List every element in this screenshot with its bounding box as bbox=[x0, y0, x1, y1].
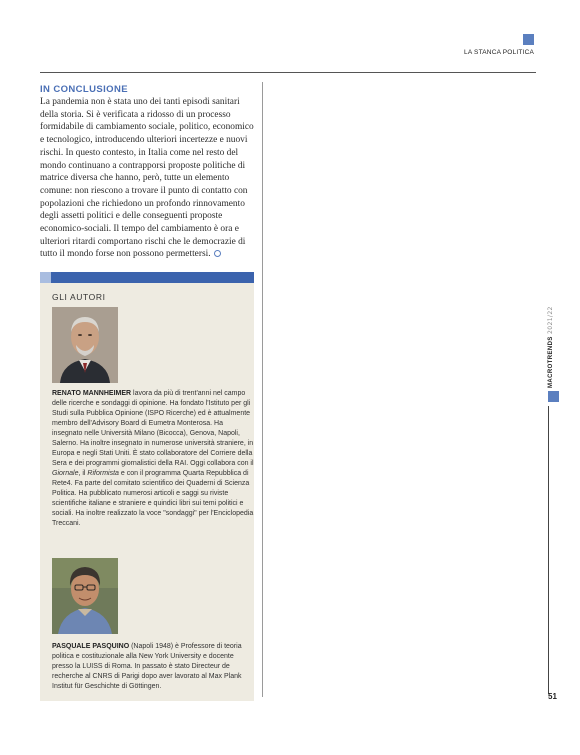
authors-header-bar bbox=[40, 272, 254, 283]
publication-giornale: Giornale bbox=[52, 470, 79, 477]
authors-bar-accent bbox=[40, 272, 51, 283]
magazine-year: 2021/22 bbox=[547, 306, 554, 337]
author-bio-mannheimer bbox=[52, 389, 254, 529]
magazine-brand: MACROTRENDS bbox=[548, 336, 554, 388]
side-square-mark bbox=[548, 391, 559, 402]
author-bio-pasquino bbox=[52, 642, 254, 692]
author-bio-text: lavora da più di trent'anni nel campo delle ricerche e sondaggi di opinione. Ha fondato l'Istituto per gli Studi sulla Pubblica Opinione (ISPO Ricerche) ed è attualmente membro dell'Advisory Board di Eumetra Monterosa. Ha insegnato nelle Università Milano (Bicocca), Genova, Napoli, Salerno. Ha inoltre insegnato in numerose università straniere, in Europa e negli Stati Uniti. È stato collaboratore del Corriere della Sera e dei programmi giornalistici della RAI. Oggi collabora con il bbox=[52, 390, 254, 467]
conclusion-text: La pandemia non è stata uno dei tanti episodi sanitari della storia. Si è verificata a ridosso di un processo formidabile di cambiamento sociale, politico, economico e tecnologico, introducendo ulteriori incertezze e nuovi rischi. In questo contesto, in Italia come nel resto del mondo continuano a contrapporsi proposte politiche di matrice diversa che hanno, però, tutte un elemento comune: non riescono a trovare il punto di contatto con popolazioni che richiedono un profondo rinnovamento degli assetti politici e delle conseguenti proposte economico-sociali. Il tempo del cambiamento è ora e ulteriori ritardi comportano rischi che le democrazie di tutto il mondo forse non possono permettersi. bbox=[40, 97, 254, 260]
end-of-article-icon bbox=[214, 250, 221, 257]
author-name-pasquino: PASQUALE PASQUINO bbox=[52, 643, 130, 650]
author-name-mannheimer: RENATO MANNHEIMER bbox=[52, 390, 132, 397]
publication-riformista: Riformista bbox=[87, 470, 119, 477]
corner-square-mark bbox=[523, 34, 534, 45]
page-number: 51 bbox=[548, 692, 557, 701]
side-rule bbox=[548, 406, 549, 694]
header-rule bbox=[40, 72, 536, 73]
author-photo-mannheimer bbox=[52, 307, 118, 383]
running-head: LA STANCA POLITICA bbox=[464, 49, 534, 56]
author-bio-text: (Napoli 1948) è Professore di teoria politica e costituzionale alla New York University e docente presso la LUISS di Roma. In passato è stato Directeur de recherche al CNRS di Parigi dopo aver lavorato al Max Plank Institut für Geschichte di Göttingen. bbox=[52, 643, 242, 690]
magazine-side-label bbox=[547, 306, 554, 388]
conclusion-section bbox=[40, 84, 256, 261]
author-bio-text: , il bbox=[78, 470, 88, 477]
authors-title: GLI AUTORI bbox=[52, 292, 106, 302]
author-bio-text: e con il programma Quarta Repubblica di Rete4. Fa parte del comitato scientifico dei Quaderni di Scienza Politica. Ha pubblicato numerosi articoli e saggi su riviste scientifiche italiane e straniere e quindici libri sui temi politici e sociali. Ha inoltre realizzato la voce "sondaggi" per l'Enciclopedia Treccani. bbox=[52, 470, 254, 527]
conclusion-heading: IN CONCLUSIONE bbox=[40, 84, 128, 95]
author-photo-pasquino bbox=[52, 558, 118, 634]
conclusion-paragraph bbox=[40, 96, 256, 261]
column-divider bbox=[262, 82, 263, 697]
